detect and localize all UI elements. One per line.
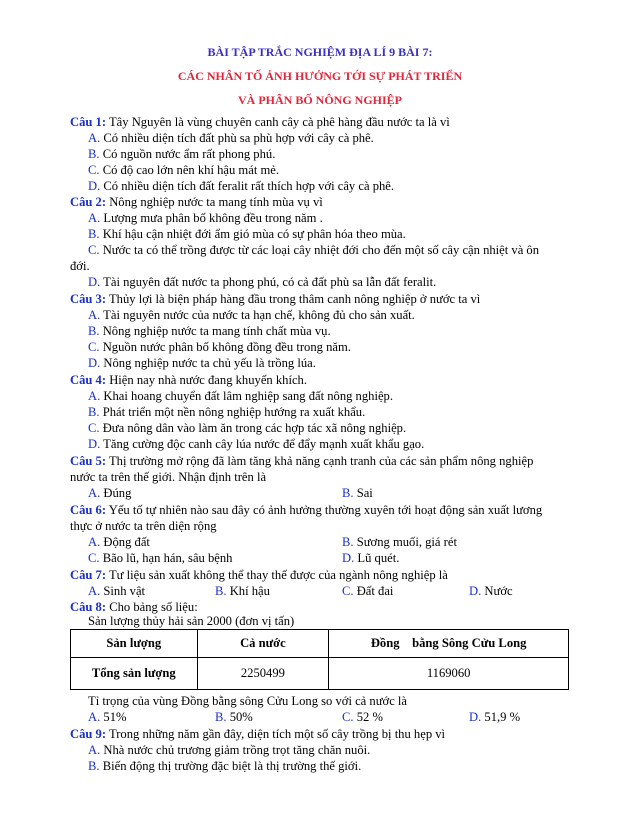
option-key: A. [88, 211, 101, 225]
q6-option-d [342, 551, 399, 566]
q9-option-a [88, 743, 370, 758]
q2-option-d [88, 275, 436, 290]
option-key: C. [88, 243, 100, 257]
question-7 [70, 568, 448, 583]
option-text: 51,9 % [481, 710, 521, 724]
q7-option-a [88, 584, 145, 599]
q6-option-b [342, 535, 457, 550]
table-cell: Tổng sản lượng [71, 658, 198, 690]
question-5 [70, 454, 533, 469]
option-key: B. [215, 710, 227, 724]
option-text: Bão lũ, hạn hán, sâu bệnh [99, 551, 233, 565]
question-8-prompt: Tỉ trọng của vùng Đồng bằng sông Cửu Long so với cả nước là [88, 694, 408, 708]
q5-option-a [88, 486, 131, 501]
option-text: Nhà nước chủ trương giảm trồng trọt tăng chăn nuôi. [100, 743, 371, 757]
option-text: Tăng cường độc canh cây lúa nước để đẩy mạnh xuất khẩu gạo. [100, 437, 425, 451]
question-text: Trong những năm gần đây, diện tích một số cây trồng bị thu hẹp vì [106, 727, 446, 741]
option-key: C. [88, 551, 100, 565]
question-text: Tư liệu sản xuất không thể thay thế được của ngành nông nghiệp là [106, 568, 448, 582]
option-text: 51% [100, 710, 127, 724]
option-text: 50% [226, 710, 253, 724]
option-text: Có nhiều diện tích đất feralit rất thích hợp với cây cà phê. [100, 179, 395, 193]
option-key: B. [215, 584, 227, 598]
q6-option-c [88, 551, 232, 566]
table-caption: Sản lượng thủy hải sản 2000 (đơn vị tấn) [88, 614, 295, 628]
option-key: C. [88, 340, 100, 354]
question-label: Câu 9: [70, 727, 107, 741]
option-key: B. [88, 227, 100, 241]
q7-option-b [215, 584, 270, 599]
q1-option-d [88, 179, 394, 194]
option-text: Có nguồn nước ẩm rất phong phú. [99, 147, 276, 161]
option-key: B. [88, 759, 100, 773]
q2-option-c [88, 243, 539, 258]
table-cell: 2250499 [197, 658, 329, 690]
option-text: Đúng [100, 486, 132, 500]
table-header-row [71, 630, 569, 658]
q2-option-c-continued: đới. [70, 259, 90, 273]
q3-option-b [88, 324, 331, 339]
option-text: Nguồn nước phân bố không đồng đều trong năm. [99, 340, 351, 354]
option-key: A. [88, 743, 101, 757]
option-text: Khai hoang chuyển đất lâm nghiệp sang đất nông nghiệp. [100, 389, 393, 403]
option-text: Có độ cao lớn nên khí hậu mát mẻ. [99, 163, 279, 177]
option-key: B. [342, 535, 354, 549]
table-header-cell: Cả nước [197, 630, 329, 658]
question-6 [70, 503, 542, 518]
q1-option-b [88, 147, 275, 162]
option-key: C. [88, 163, 100, 177]
question-label: Câu 1: [70, 115, 107, 129]
option-text: Sinh vật [100, 584, 146, 598]
option-text: Khí hậu [226, 584, 270, 598]
option-key: B. [88, 324, 100, 338]
q4-option-b [88, 405, 365, 420]
option-text: Đất đai [353, 584, 394, 598]
option-key: D. [469, 710, 482, 724]
question-text: Hiện nay nhà nước đang khuyến khích. [106, 373, 307, 387]
question-label: Câu 2: [70, 195, 107, 209]
q4-option-a [88, 389, 393, 404]
option-key: D. [88, 356, 101, 370]
option-text: Sương muối, giá rét [353, 535, 457, 549]
q6-option-a [88, 535, 150, 550]
option-text: Tài nguyên nước của nước ta hạn chế, không đủ cho sản xuất. [100, 308, 415, 322]
option-key: A. [88, 710, 101, 724]
question-3 [70, 292, 480, 307]
q1-option-c [88, 163, 279, 178]
question-6-continued: thực ở nước ta trên diện rộng [70, 519, 217, 533]
option-text: Khí hậu cận nhiệt đới ẩm gió mùa có sự phân hóa theo mùa. [99, 227, 406, 241]
option-key: C. [342, 710, 354, 724]
q4-option-d [88, 437, 424, 452]
question-label: Câu 6: [70, 503, 107, 517]
q8-option-d [469, 710, 520, 725]
q1-option-a [88, 131, 374, 146]
question-text: Thủy lợi là biện pháp hàng đầu trong thâm canh nông nghiệp ở nước ta vì [106, 292, 481, 306]
question-5-continued: nước ta trên thế giới. Nhận định trên là [70, 470, 267, 484]
q3-option-c [88, 340, 351, 355]
question-text: Thị trường mở rộng đã làm tăng khả năng cạnh tranh của các sản phẩm nông nghiệp [106, 454, 534, 468]
question-text: Yếu tố tự nhiên nào sau đây có ảnh hưởng thường xuyên tới hoạt động sản xuất lương [106, 503, 543, 517]
option-text: Động đất [100, 535, 150, 549]
q3-option-d [88, 356, 316, 371]
option-text: Nước ta có thể trồng được từ các loại cây nhiệt đới cho đến một số cây cận nhiệt và ôn [99, 243, 540, 257]
option-key: B. [88, 405, 100, 419]
option-key: A. [88, 535, 101, 549]
option-text: Lũ quét. [354, 551, 400, 565]
option-key: B. [342, 486, 354, 500]
title-line-2: CÁC NHÂN TỐ ẢNH HƯỞNG TỚI SỰ PHÁT TRIỂN [177, 69, 463, 83]
question-text: Cho bảng số liệu: [106, 600, 198, 614]
question-label: Câu 7: [70, 568, 107, 582]
q2-option-a [88, 211, 323, 226]
q3-option-a [88, 308, 415, 323]
option-text: Nông nghiệp nước ta chủ yếu là trồng lúa. [100, 356, 316, 370]
data-table [70, 629, 569, 690]
q7-option-d [469, 584, 513, 599]
option-key: B. [88, 147, 100, 161]
q4-option-c [88, 421, 406, 436]
option-text: 52 % [353, 710, 383, 724]
table-cell: 1169060 [329, 658, 569, 690]
option-text: Sai [353, 486, 373, 500]
option-key: A. [88, 308, 101, 322]
table-header-cell: Đồng bằng Sông Cửu Long [329, 630, 569, 658]
option-text: Biến động thị trường đặc biệt là thị trường thế giới. [99, 759, 362, 773]
option-key: D. [88, 275, 101, 289]
question-1 [70, 115, 450, 130]
table-row [71, 658, 569, 690]
question-text: Nông nghiệp nước ta mang tính mùa vụ vì [106, 195, 323, 209]
option-text: Phát triển một nền nông nghiệp hướng ra xuất khẩu. [99, 405, 366, 419]
option-text: Nước [481, 584, 513, 598]
title-line-3: VÀ PHÂN BỐ NÔNG NGHIỆP [237, 93, 402, 107]
option-text: Nông nghiệp nước ta mang tính chất mùa vụ. [99, 324, 331, 338]
question-label: Câu 5: [70, 454, 107, 468]
question-9 [70, 727, 445, 742]
question-label: Câu 8: [70, 600, 107, 614]
question-4 [70, 373, 307, 388]
q5-option-b [342, 486, 373, 501]
option-text: Lượng mưa phân bố không đều trong năm . [100, 211, 323, 225]
question-label: Câu 3: [70, 292, 107, 306]
option-key: A. [88, 131, 101, 145]
option-key: A. [88, 389, 101, 403]
q8-option-c [342, 710, 383, 725]
option-key: D. [88, 437, 101, 451]
q8-option-b [215, 710, 253, 725]
title-line-1: BÀI TẬP TRẮC NGHIỆM ĐỊA LÍ 9 BÀI 7: [207, 45, 433, 59]
option-key: A. [88, 584, 101, 598]
question-8 [70, 600, 198, 615]
option-key: D. [88, 179, 101, 193]
q7-option-c [342, 584, 393, 599]
question-label: Câu 4: [70, 373, 107, 387]
option-key: C. [342, 584, 354, 598]
q9-option-b [88, 759, 361, 774]
option-text: Tài nguyên đất nước ta phong phú, có cả đất phù sa lẫn đất feralit. [100, 275, 437, 289]
option-key: D. [342, 551, 355, 565]
option-key: D. [469, 584, 482, 598]
option-key: C. [88, 421, 100, 435]
table-header-cell: Sản lượng [71, 630, 198, 658]
q2-option-b [88, 227, 406, 242]
option-text: Đưa nông dân vào làm ăn trong các hợp tác xã nông nghiệp. [99, 421, 407, 435]
option-text: Có nhiều diện tích đất phù sa phù hợp với cây cà phê. [100, 131, 374, 145]
q8-option-a [88, 710, 126, 725]
question-text: Tây Nguyên là vùng chuyên canh cây cà phê hàng đầu nước ta là vì [106, 115, 450, 129]
option-key: A. [88, 486, 101, 500]
question-2 [70, 195, 323, 210]
